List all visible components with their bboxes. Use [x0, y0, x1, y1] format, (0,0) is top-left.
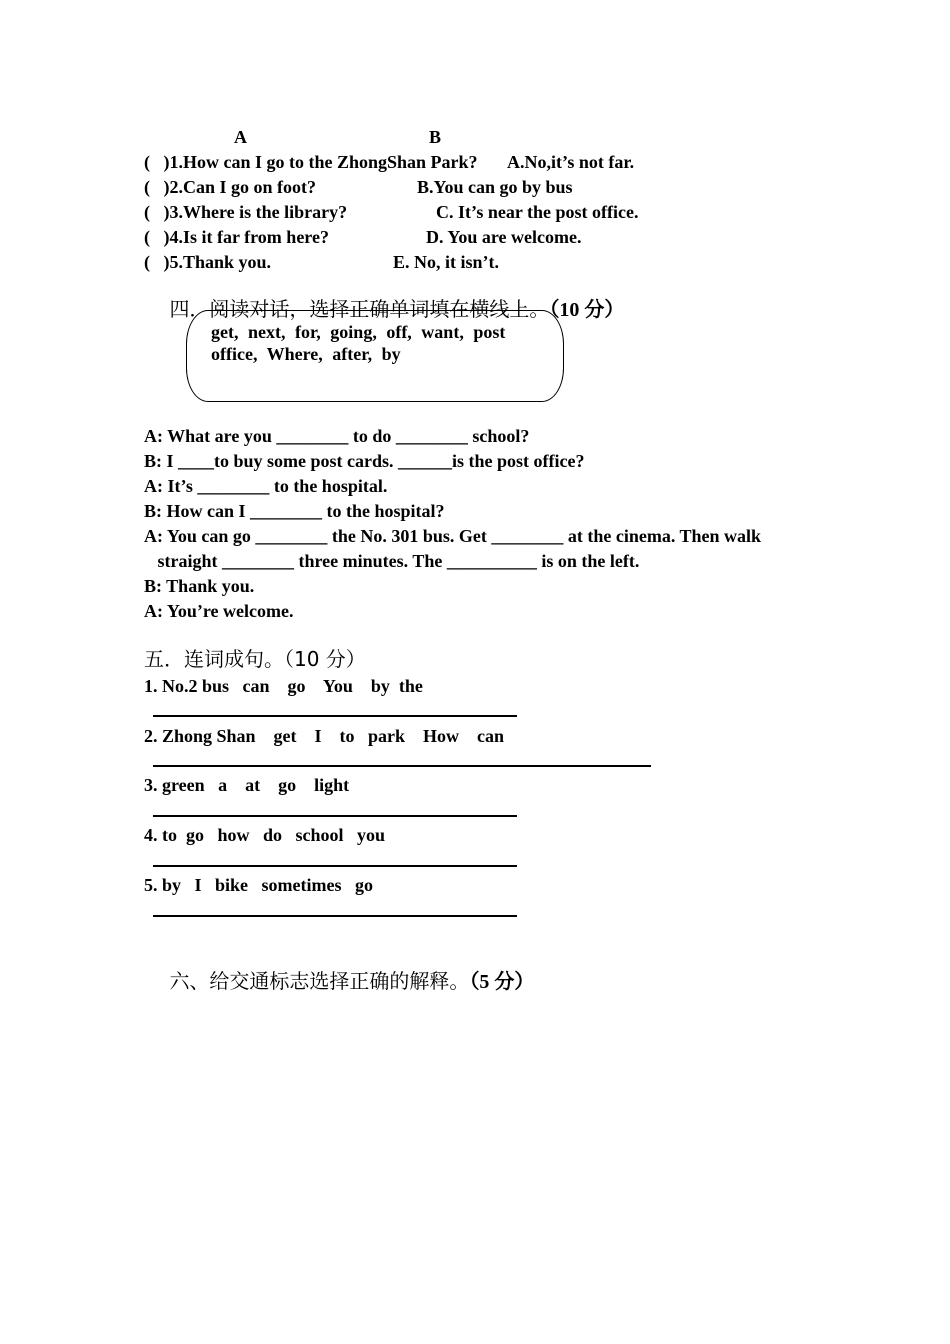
sentence-item-3: 3. green a at go light	[144, 775, 350, 795]
dialogue-line-3: A: It’s ________ to the hospital.	[144, 476, 388, 496]
matching-answer-d: D. You are welcome.	[426, 227, 582, 247]
section-4-title-text: 四．阅读对话，选择正确单词填在横线上。	[169, 297, 550, 321]
section-4-points: （10 分）	[549, 299, 625, 321]
dialogue-line-4: B: How can I ________ to the hospital?	[144, 501, 445, 521]
matching-answer-b: B.You can go by bus	[417, 177, 573, 197]
section-6-title-text: 六、给交通标志选择正确的解释。	[169, 969, 470, 993]
sentence-item-5: 5. by I bike sometimes go	[144, 875, 373, 895]
matching-answer-e: E. No, it isn’t.	[393, 252, 500, 272]
dialogue-line-1: A: What are you ________ to do ________ school?	[144, 426, 530, 446]
matching-answer-c: C. It’s near the post office.	[436, 202, 639, 222]
dialogue-line-7: B: Thank you.	[144, 576, 255, 596]
matching-answer-a: A.No,it’s not far.	[507, 152, 635, 172]
answer-line-5[interactable]	[153, 915, 517, 917]
answer-line-4[interactable]	[153, 865, 517, 867]
dialogue-line-2: B: I ____to buy some post cards. ______is the post office?	[144, 451, 585, 471]
column-a-header: A	[234, 127, 247, 147]
matching-question-1: ( )1.How can I go to the ZhongShan Park?	[144, 152, 478, 172]
answer-line-1[interactable]	[153, 715, 517, 717]
dialogue-line-8: A: You’re welcome.	[144, 601, 294, 621]
matching-question-2: ( )2.Can I go on foot?	[144, 177, 317, 197]
word-bank-text: get, next, for, going, off, want, post office, Where, after, by	[211, 322, 506, 364]
matching-question-3: ( )3.Where is the library?	[144, 202, 348, 222]
matching-question-5: ( )5.Thank you.	[144, 252, 272, 272]
matching-question-4: ( )4.Is it far from here?	[144, 227, 329, 247]
section-6-title	[144, 945, 534, 1018]
word-bank-box	[186, 310, 564, 402]
section-5-title: 五．连词成句。（10 分）	[144, 647, 366, 671]
section-6-points: （5 分）	[469, 971, 535, 993]
column-b-header: B	[429, 127, 442, 147]
dialogue-line-5: A: You can go ________ the No. 301 bus. Get ________ at the cinema. Then walk	[144, 526, 762, 546]
sentence-item-4: 4. to go how do school you	[144, 825, 386, 845]
dialogue-line-6: straight ________ three minutes. The __________ is on the left.	[144, 551, 640, 571]
answer-line-3[interactable]	[153, 815, 517, 817]
sentence-item-1: 1. No.2 bus can go You by the	[144, 676, 423, 696]
sentence-item-2: 2. Zhong Shan get I to park How can	[144, 726, 505, 746]
answer-line-2[interactable]	[153, 765, 651, 767]
